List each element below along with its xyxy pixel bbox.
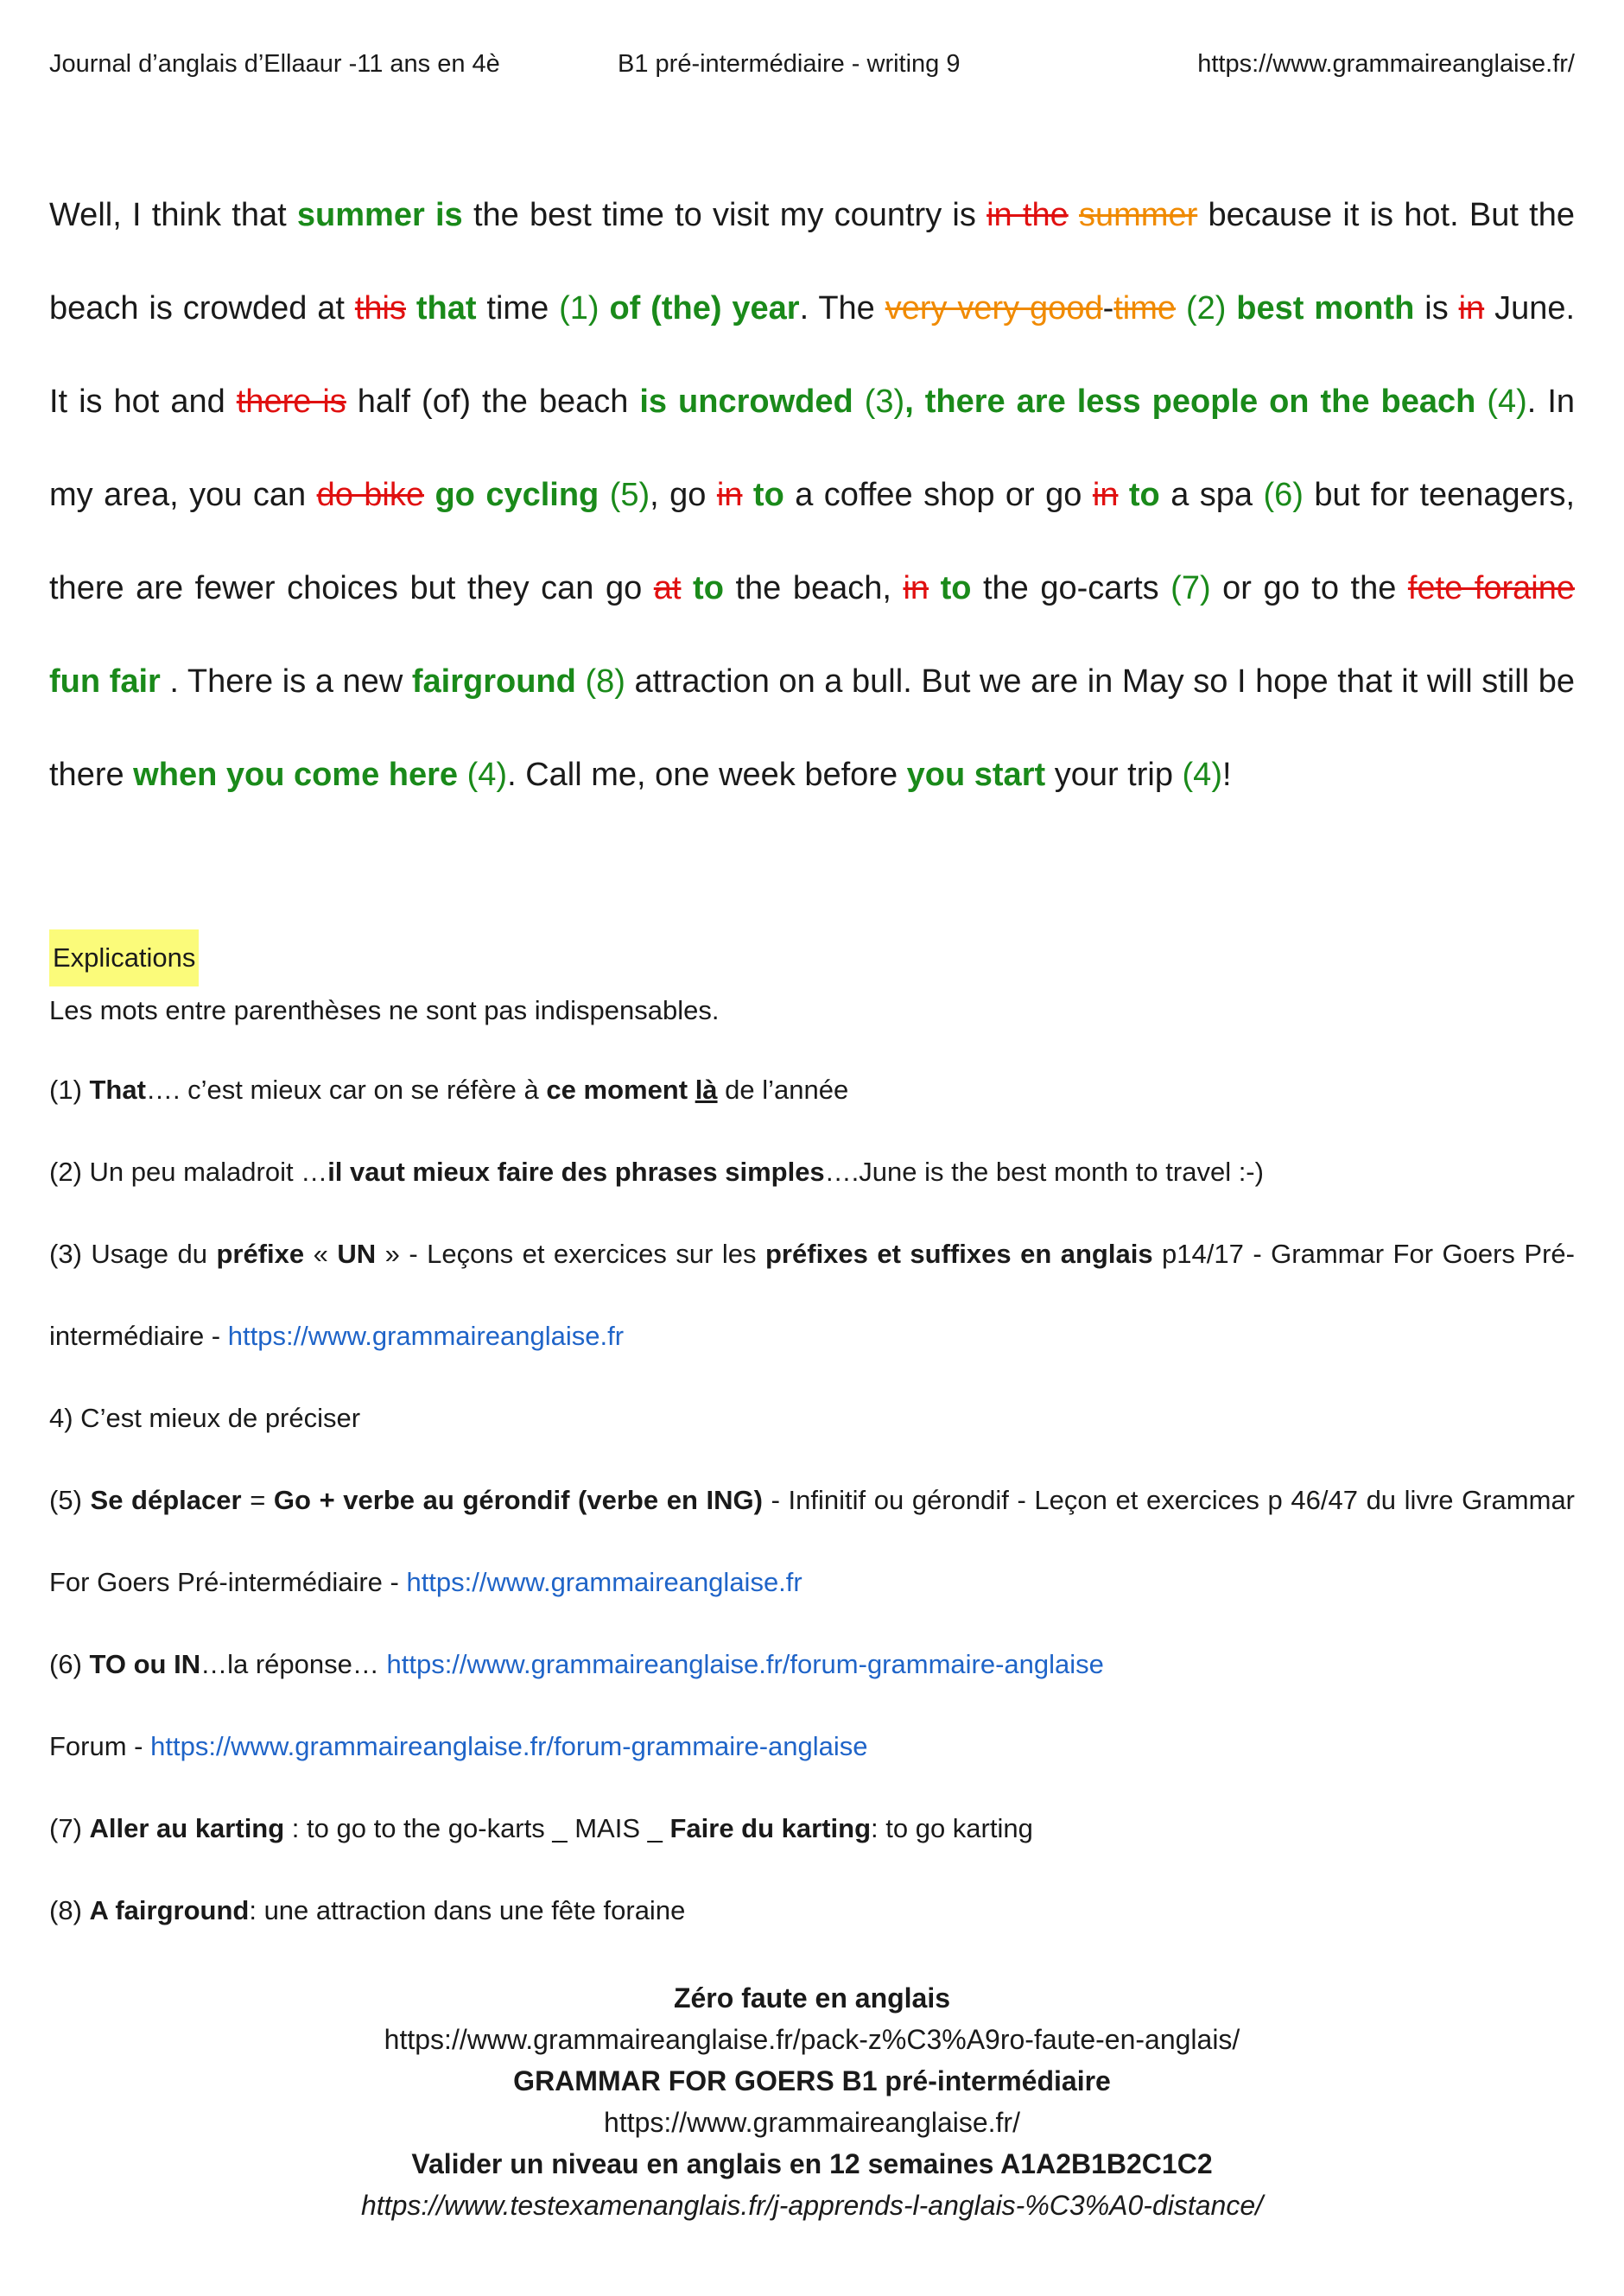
explication-text: : to go to the go-karts _ MAIS _ bbox=[284, 1813, 670, 1843]
correction: best month bbox=[1236, 290, 1415, 327]
struck-error: do bike bbox=[316, 477, 424, 513]
explication-key: UN bbox=[337, 1239, 377, 1269]
journal-text-segment bbox=[853, 384, 865, 420]
explication-key: là bbox=[695, 1075, 718, 1105]
journal-text-segment bbox=[424, 477, 435, 513]
struck-error: in bbox=[1458, 290, 1485, 327]
explication-8 bbox=[49, 1869, 1575, 1951]
journal-text-segment bbox=[458, 757, 467, 793]
explication-1 bbox=[49, 1049, 1575, 1131]
explication-text: (2) Un peu maladroit … bbox=[49, 1157, 328, 1187]
correction: to bbox=[693, 570, 724, 606]
journal-text-segment: ! bbox=[1221, 757, 1232, 793]
struck-error: in bbox=[716, 477, 743, 513]
explication-key: A fairground bbox=[89, 1895, 250, 1925]
struck-error: in bbox=[903, 570, 929, 606]
explication-text: Forum - bbox=[49, 1731, 151, 1761]
explication-text: » - Leçons et exercices sur les bbox=[376, 1239, 765, 1269]
journal-text-segment: , go bbox=[650, 477, 717, 513]
journal-text-segment bbox=[929, 570, 941, 606]
journal-text-segment bbox=[1069, 197, 1079, 233]
header-url[interactable]: https://www.grammaireanglaise.fr/ bbox=[1197, 50, 1575, 78]
journal-text-segment: the best time to visit my country is bbox=[462, 197, 987, 233]
correction: you start bbox=[906, 757, 1046, 793]
struck-error: there is bbox=[236, 384, 346, 420]
note-ref: (3) bbox=[864, 384, 905, 420]
note-ref: (5) bbox=[609, 477, 650, 513]
correction: to bbox=[752, 477, 784, 513]
correction: that bbox=[416, 290, 477, 327]
page-footer bbox=[0, 1977, 1624, 2226]
explication-text: (7) bbox=[49, 1813, 90, 1843]
footer-course-title: Valider un niveau en anglais en 12 semaines A1A2B1B2C1C2 bbox=[411, 2148, 1213, 2179]
struck-error: fete foraine bbox=[1407, 570, 1576, 606]
note-ref: (4) bbox=[466, 757, 508, 793]
struck-superfluous: time bbox=[1113, 290, 1177, 327]
note-ref: (1) bbox=[559, 290, 599, 327]
journal-text-segment bbox=[1475, 384, 1487, 420]
journal-text-segment: . Call me, one week before bbox=[507, 757, 907, 793]
explication-text: - Infinitif ou gérondif - Leçon et exercices p 46/47 du livre Grammar For Goers Pré-intermédiaire - bbox=[49, 1485, 1576, 1597]
correction: go cycling bbox=[435, 477, 599, 513]
journal-text-segment: or go to the bbox=[1210, 570, 1408, 606]
explication-text: …. c’est mieux car on se réfère à bbox=[145, 1075, 547, 1105]
explication-text: …la réponse… bbox=[200, 1649, 387, 1679]
explications-heading: Explications bbox=[49, 929, 199, 986]
explication-text: p14/17 - Grammar For Goers Pré-intermédiaire - bbox=[49, 1239, 1575, 1351]
forum-link[interactable]: https://www.grammaireanglaise.fr/forum-grammaire-anglaise bbox=[150, 1731, 868, 1761]
grammaire-link[interactable]: https://www.grammaireanglaise.fr bbox=[227, 1321, 625, 1351]
footer-pack-url[interactable]: https://www.grammaireanglaise.fr/pack-z%C3%A9ro-faute-en-anglais/ bbox=[384, 2024, 1240, 2055]
grammaire-link[interactable]: https://www.grammaireanglaise.fr bbox=[406, 1567, 802, 1597]
explication-7 bbox=[49, 1787, 1575, 1869]
journal-text-segment: Well, I think that bbox=[49, 197, 297, 233]
journal-text-segment bbox=[576, 663, 586, 700]
explication-key: préfixes et suffixes en anglais bbox=[765, 1239, 1153, 1269]
journal-text-segment: a spa bbox=[1159, 477, 1264, 513]
struck-error: in the bbox=[986, 197, 1069, 233]
struck-error: at bbox=[653, 570, 682, 606]
journal-text-segment: June. It is hot and bbox=[49, 290, 1576, 420]
correction: of (the) year bbox=[609, 290, 800, 327]
explication-key: préfixe bbox=[216, 1239, 305, 1269]
explication-key: TO ou IN bbox=[89, 1649, 201, 1679]
header-journal-title: Journal d’anglais d’Ellaaur -11 ans en 4è bbox=[49, 50, 500, 78]
journal-text-segment bbox=[742, 477, 752, 513]
explication-key: That bbox=[89, 1075, 146, 1105]
explication-text: : une attraction dans une fête foraine bbox=[249, 1895, 686, 1925]
journal-text-segment: because it is hot. But the beach is crowded at bbox=[49, 197, 1576, 327]
explication-text: (5) bbox=[49, 1485, 91, 1515]
struck-superfluous: summer bbox=[1079, 197, 1198, 233]
explication-5 bbox=[49, 1459, 1575, 1623]
note-ref: (4) bbox=[1487, 384, 1527, 420]
journal-text-segment bbox=[599, 477, 609, 513]
journal-text-segment bbox=[406, 290, 416, 327]
explication-text: ….June is the best month to travel :-) bbox=[824, 1157, 1264, 1187]
journal-text-segment: half (of) the beach bbox=[346, 384, 640, 420]
footer-book-title: GRAMMAR FOR GOERS B1 pré-intermédiaire bbox=[513, 2065, 1111, 2096]
explication-text: « bbox=[304, 1239, 338, 1269]
explication-text: (6) bbox=[49, 1649, 90, 1679]
correction: fairground bbox=[411, 663, 576, 700]
explications-intro: Les mots entre parenthèses ne sont pas indispensables. bbox=[49, 995, 720, 1025]
note-ref: (6) bbox=[1263, 477, 1304, 513]
struck-error: in bbox=[1092, 477, 1119, 513]
struck-error: this bbox=[354, 290, 406, 327]
note-ref: (2) bbox=[1185, 290, 1227, 327]
explication-text: de l’année bbox=[717, 1075, 849, 1105]
journal-text-segment: the go-carts bbox=[971, 570, 1171, 606]
explication-3 bbox=[49, 1213, 1575, 1377]
journal-text-segment: . In my area, you can bbox=[49, 384, 1576, 513]
explication-text: (3) Usage du bbox=[49, 1239, 217, 1269]
correction: to bbox=[1128, 477, 1160, 513]
explication-text: (1) bbox=[49, 1075, 90, 1105]
explication-key: il vaut mieux faire des phrases simples bbox=[327, 1157, 825, 1187]
footer-book-url[interactable]: https://www.grammaireanglaise.fr/ bbox=[604, 2107, 1020, 2138]
correction: is uncrowded bbox=[639, 384, 853, 420]
journal-text-segment: is bbox=[1414, 290, 1459, 327]
page-header bbox=[49, 50, 1575, 85]
footer-pack-title: Zéro faute en anglais bbox=[673, 1982, 951, 2014]
note-ref: (7) bbox=[1170, 570, 1211, 606]
explication-key: Aller au karting bbox=[89, 1813, 285, 1843]
explication-text: : to go karting bbox=[871, 1813, 1033, 1843]
explication-key: Faire du karting bbox=[669, 1813, 872, 1843]
explications-list bbox=[49, 986, 1575, 1951]
journal-text bbox=[49, 168, 1575, 821]
struck-superfluous: very very good bbox=[885, 290, 1103, 327]
explication-key: ce moment bbox=[546, 1075, 695, 1105]
journal-text-segment: - bbox=[1102, 290, 1114, 327]
correction: summer is bbox=[296, 197, 463, 233]
note-ref: (8) bbox=[585, 663, 625, 700]
journal-text-segment: . There is a new bbox=[160, 663, 412, 700]
journal-text-segment: but for teenagers, there are fewer choices but they can go bbox=[49, 477, 1576, 606]
note-ref: (4) bbox=[1182, 757, 1222, 793]
explication-text: (8) bbox=[49, 1895, 90, 1925]
explication-6 bbox=[49, 1623, 1575, 1705]
journal-text-segment bbox=[1226, 290, 1236, 327]
journal-text-segment: your trip bbox=[1045, 757, 1183, 793]
correction: to bbox=[940, 570, 972, 606]
correction: fun fair bbox=[49, 663, 161, 700]
journal-text-segment: time bbox=[476, 290, 560, 327]
forum-link[interactable]: https://www.grammaireanglaise.fr/forum-grammaire-anglaise bbox=[386, 1649, 1104, 1679]
journal-text-segment bbox=[682, 570, 694, 606]
explication-2 bbox=[49, 1131, 1575, 1213]
journal-text-segment: the beach, bbox=[723, 570, 904, 606]
footer-course-url[interactable]: https://www.testexamenanglais.fr/j-apprends-l-anglais-%C3%A0-distance/ bbox=[360, 2190, 1264, 2221]
explication-text: = bbox=[241, 1485, 274, 1515]
journal-text-segment: . The bbox=[799, 290, 885, 327]
correction: , there are less people on the beach bbox=[904, 384, 1476, 420]
explication-text: 4) C’est mieux de préciser bbox=[49, 1403, 361, 1433]
explication-key: Go + verbe au gérondif (verbe en ING) bbox=[273, 1485, 763, 1515]
correction: when you come here bbox=[133, 757, 459, 793]
journal-text-segment: attraction on a bull. But we are in May so I hope that it will still be there bbox=[49, 663, 1576, 793]
journal-text-segment bbox=[1176, 290, 1186, 327]
journal-text-segment: a coffee shop or go bbox=[783, 477, 1093, 513]
explication-4 bbox=[49, 1377, 1575, 1459]
header-level: B1 pré-intermédiaire - writing 9 bbox=[618, 50, 961, 78]
forum-line bbox=[49, 1705, 1575, 1787]
journal-text-segment bbox=[599, 290, 610, 327]
journal-text-segment bbox=[1118, 477, 1128, 513]
explication-key: Se déplacer bbox=[90, 1485, 242, 1515]
